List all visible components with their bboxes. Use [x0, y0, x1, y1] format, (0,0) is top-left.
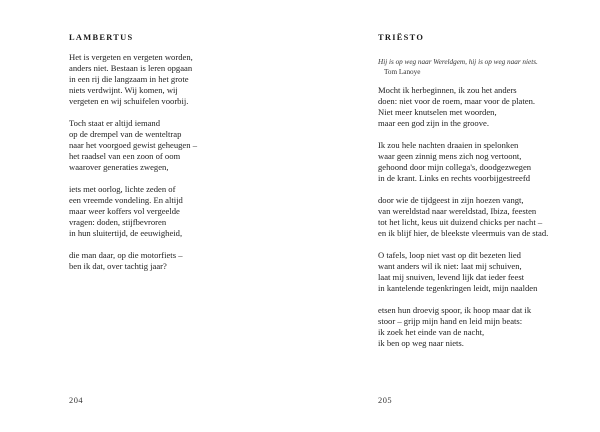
- page-number: 205: [378, 396, 393, 405]
- right-page: [300, 0, 600, 432]
- epigraph-author: Tom Lanoye: [384, 68, 421, 76]
- verse-line: anders niet. Bestaan is leren opgaan: [69, 63, 193, 73]
- stanza: [378, 85, 548, 129]
- verse-line: naar het voorgoed gewist geheugen –: [69, 140, 197, 150]
- verse-line: iets met oorlog, lichte zeden of: [69, 184, 176, 194]
- verse-line: die man daar, op die motorfiets –: [69, 250, 183, 260]
- poem-body: [378, 85, 548, 360]
- stanza: [378, 195, 548, 239]
- verse-line: door wie de tijdgeest in zijn hoezen vangt,: [378, 195, 524, 205]
- verse-line: O tafels, loop niet vast op dit bezeten lied: [378, 250, 521, 260]
- verse-line: een vreemde vondeling. En altijd: [69, 195, 183, 205]
- verse-line: Ik zou hele nachten draaien in spelonken: [378, 140, 519, 150]
- verse-line: Mocht ik herbeginnen, ik zou het anders: [378, 85, 517, 95]
- verse-line: maar een god zijn in the groove.: [378, 118, 489, 128]
- verse-line: in een rij die langzaam in het grote: [69, 74, 189, 84]
- stanza: [378, 250, 548, 294]
- poem-title: TRIËSTO: [378, 33, 425, 42]
- verse-line: want anders wil ik niet: laat mij schuiven,: [378, 261, 522, 271]
- verse-line: vergeten en wij schuifelen voorbij.: [69, 96, 189, 106]
- verse-line: Niet meer knutselen met woorden,: [378, 107, 497, 117]
- verse-line: niets verdwijnt. Wij komen, wij: [69, 85, 178, 95]
- stanza: [378, 140, 548, 184]
- stanza: [69, 52, 197, 107]
- stanza: [69, 118, 197, 173]
- poem-body: [69, 52, 197, 283]
- verse-line: vragen: doden, stijfbevroren: [69, 217, 167, 227]
- verse-line: en ik blijf hier, de bleekste vleermuis van de stad.: [378, 228, 549, 238]
- verse-line: maar weer koffers vol vergeelde: [69, 206, 180, 216]
- verse-line: Het is vergeten en vergeten worden,: [69, 52, 193, 62]
- verse-line: tot het licht, keus uit duizend chicks per nacht –: [378, 217, 543, 227]
- poem-title: LAMBERTUS: [69, 33, 134, 42]
- verse-line: van wereldstad naar wereldstad, Ibiza, feesten: [378, 206, 537, 216]
- verse-line: op de drempel van de wenteltrap: [69, 129, 182, 139]
- verse-line: laat mij snuiven, levend lijk dat ieder feest: [378, 272, 525, 282]
- stanza: [378, 305, 548, 349]
- verse-line: waar geen zinnig mens zich nog vertoont,: [378, 151, 522, 161]
- epigraph: [378, 57, 538, 77]
- stanza: [69, 184, 197, 239]
- verse-line: ben ik dat, over tachtig jaar?: [69, 261, 167, 271]
- verse-line: in hun sluitertijd, de eeuwigheid,: [69, 228, 183, 238]
- verse-line: Toch staat er altijd iemand: [69, 118, 161, 128]
- verse-line: ik zoek het einde van de nacht,: [378, 327, 485, 337]
- verse-line: gehoond door mijn collega's, doodgezwegen: [378, 162, 532, 172]
- verse-line: ik ben op weg naar niets.: [378, 338, 464, 348]
- verse-line: het raadsel van een zoon of oom: [69, 151, 181, 161]
- stanza: [69, 250, 197, 272]
- verse-line: etsen hun droevig spoor, ik hoop maar dat ik: [378, 305, 532, 315]
- verse-line: in kantelende tegenkringen leidt, mijn naalden: [378, 283, 538, 293]
- verse-line: in de krant. Links en rechts voorbijgestreefd: [378, 173, 531, 183]
- verse-line: stoor – grijp mijn hand en leid mijn beats:: [378, 316, 523, 326]
- verse-line: waarover generaties zwegen,: [69, 162, 169, 172]
- verse-line: doen: niet voor de roem, maar voor de platen.: [378, 96, 536, 106]
- epigraph-quote: Hij is op weg naar Wereldgem, hij is op weg naar niets.: [378, 58, 538, 66]
- page-number: 204: [69, 396, 84, 405]
